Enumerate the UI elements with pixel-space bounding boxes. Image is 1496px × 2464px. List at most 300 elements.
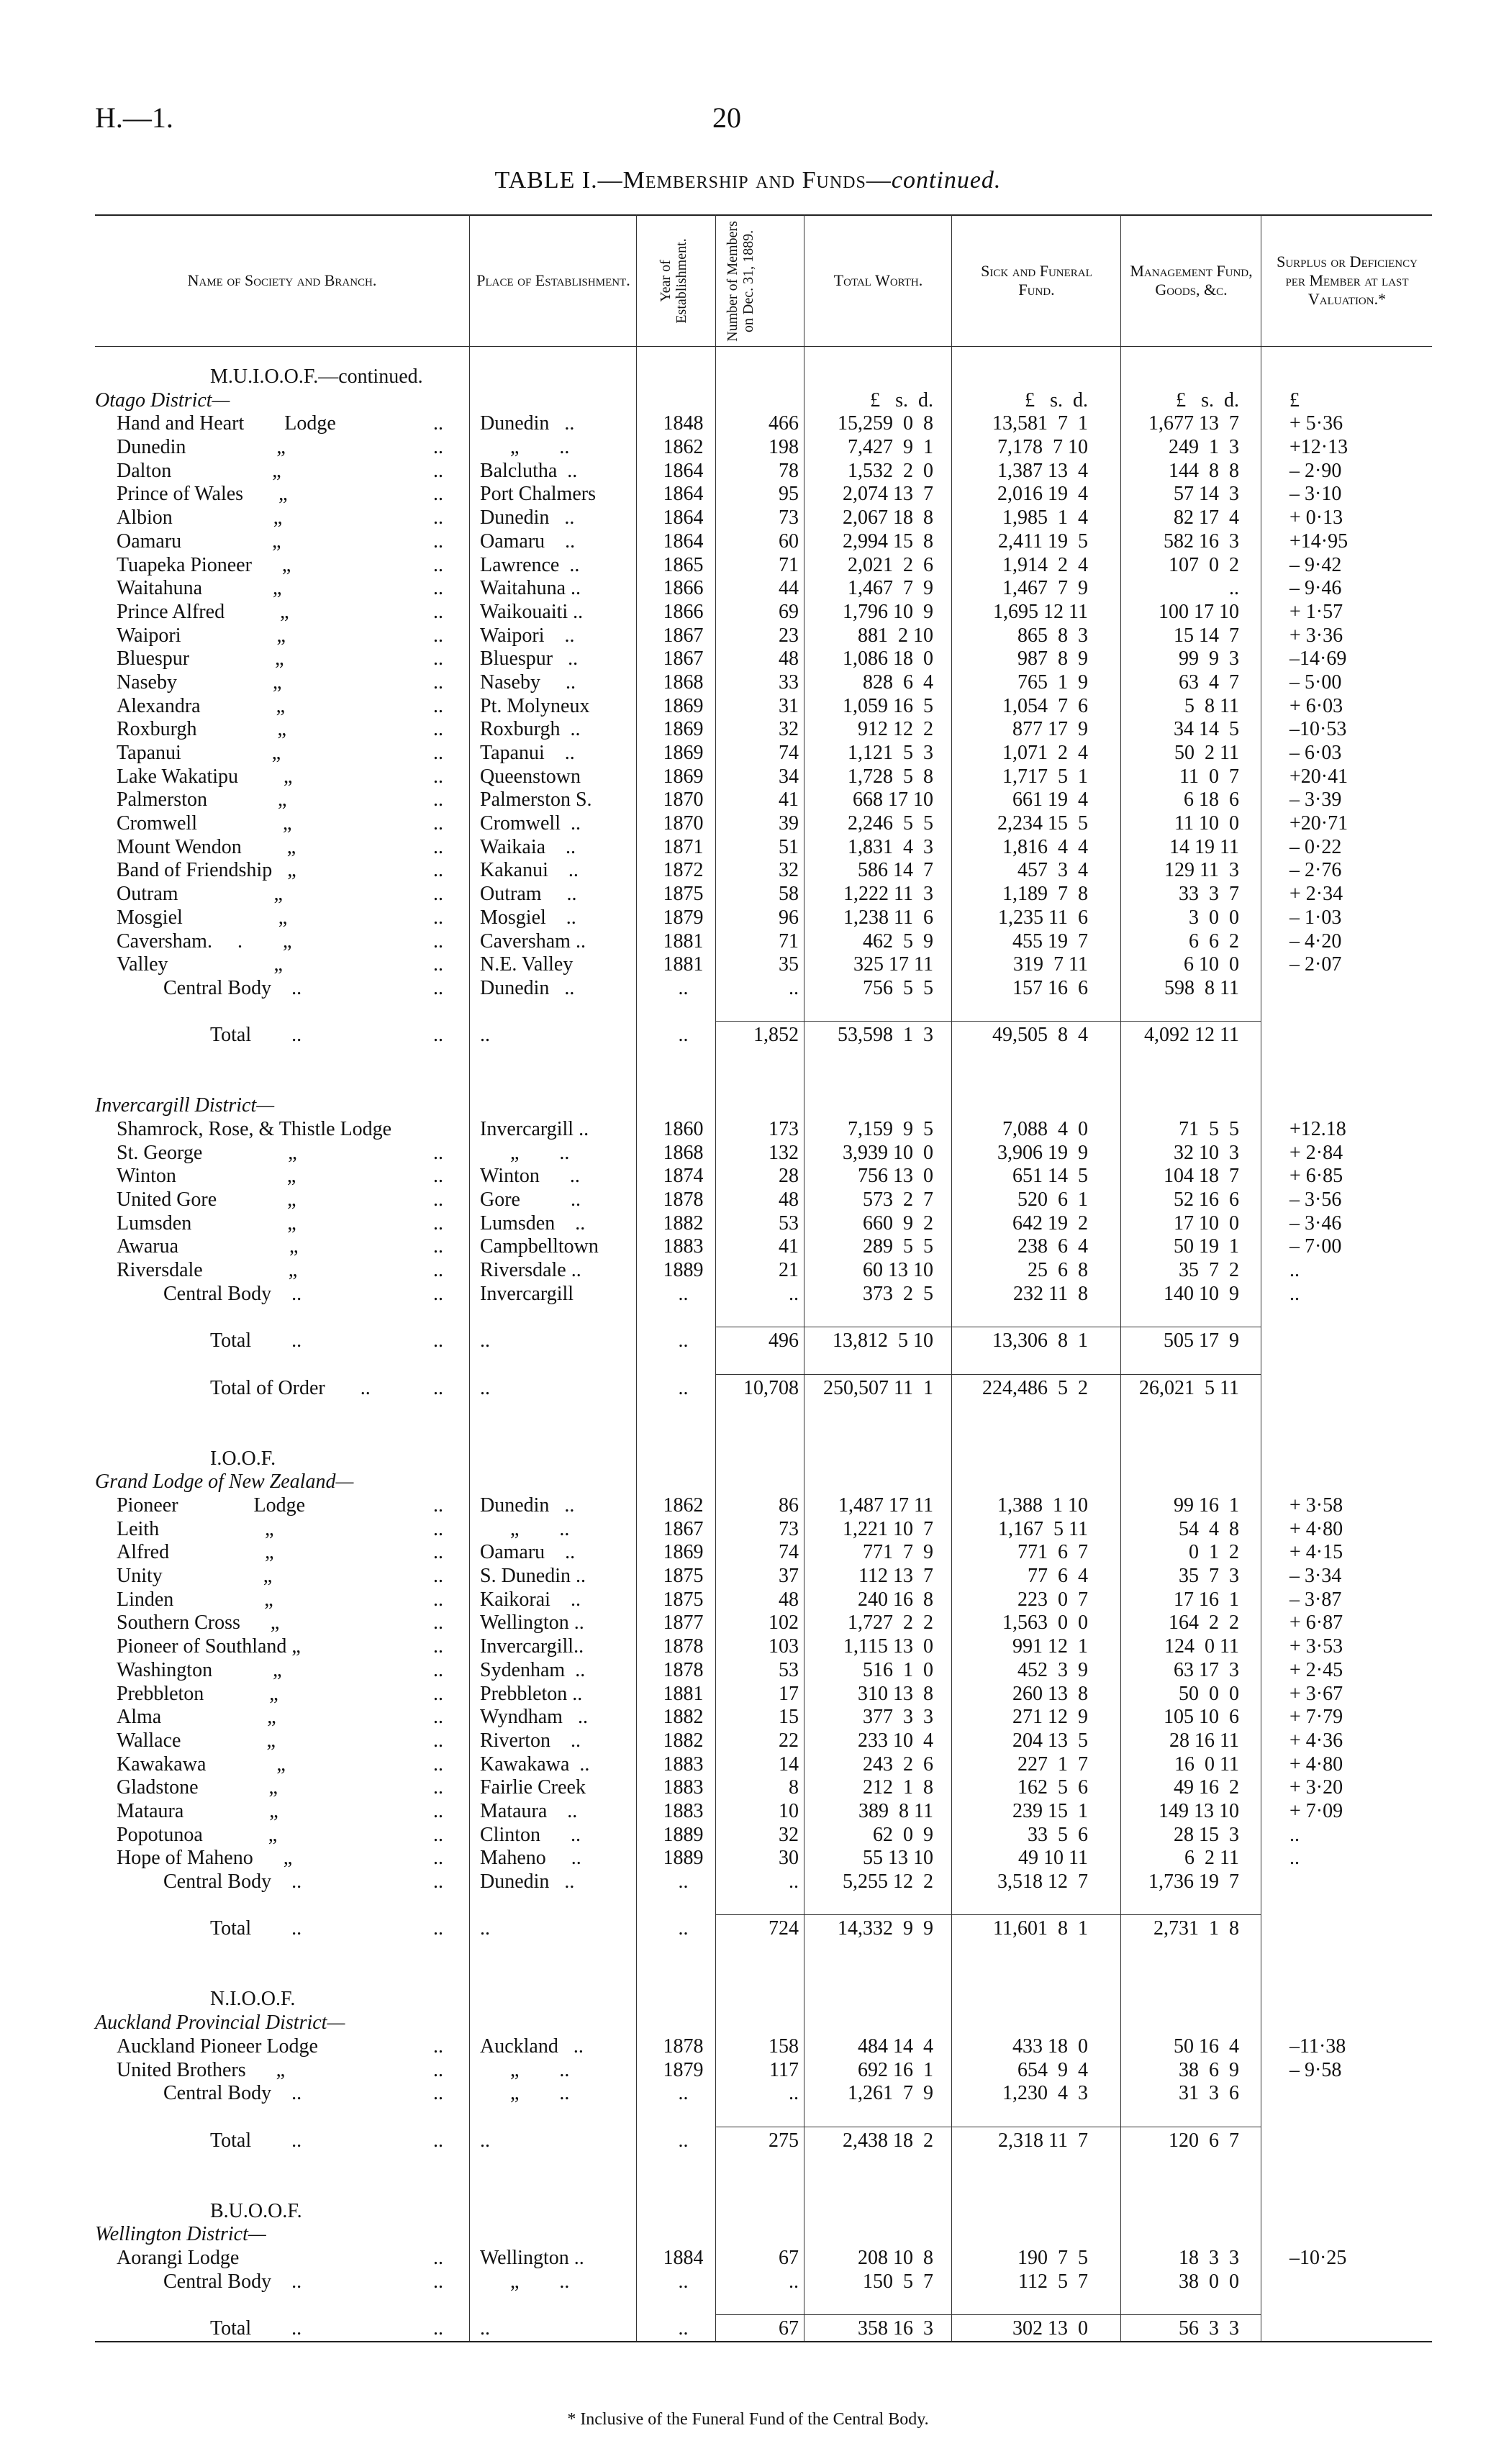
place-cell: Bluespur .. (480, 647, 579, 670)
surplus-cell: + 4·15 (1289, 1541, 1343, 1564)
sick-fund-cell: 1,985 1 4 (1002, 506, 1088, 529)
management-fund-cell: 50 2 11 (1174, 742, 1239, 764)
table-row (95, 2035, 1432, 2059)
table-title (0, 167, 1496, 194)
table-row (95, 836, 1432, 860)
leader-dots: .. (433, 459, 443, 482)
total-worth-cell: 1,796 10 9 (843, 600, 933, 623)
leader-dots: .. (433, 624, 443, 647)
name-cell: Roxburgh „ (117, 718, 286, 741)
surplus-cell: – 7·00 (1289, 1235, 1342, 1258)
name-cell: Tuapeka Pioneer „ (117, 553, 291, 576)
year-cell: 1862 (663, 436, 704, 459)
year-cell: 1882 (663, 1211, 704, 1235)
members-cell: 198 (769, 436, 799, 459)
leader-dots: .. (433, 953, 443, 976)
members-cell: 275 (769, 2129, 799, 2152)
management-fund-cell: 63 4 7 (1179, 670, 1239, 694)
leader-dots: .. (433, 412, 443, 435)
management-fund-cell: 6 2 11 (1184, 1847, 1239, 1870)
name-cell: Alfred „ (117, 1541, 274, 1564)
members-cell: 67 (779, 2247, 799, 2269)
management-fund-cell: 38 0 0 (1179, 2270, 1239, 2293)
name-cell: Unity „ (117, 1565, 273, 1588)
table-row (95, 1729, 1432, 1753)
management-fund-cell: 6 6 2 (1189, 929, 1239, 953)
management-fund-cell: 28 15 3 (1174, 1823, 1239, 1846)
management-fund-cell: 50 0 0 (1179, 1682, 1239, 1705)
members-cell: 466 (769, 412, 799, 435)
table-row (95, 1212, 1432, 1236)
total-worth-cell: 1,487 17 11 (838, 1494, 933, 1517)
year-cell: 1875 (663, 1588, 704, 1611)
surplus-cell: – 3·46 (1289, 1211, 1342, 1235)
table-row (95, 671, 1432, 695)
name-cell: Albion „ (117, 506, 283, 529)
membership-table (95, 214, 1432, 2373)
total-rule (804, 2314, 951, 2315)
name-cell: Total .. (210, 2129, 302, 2152)
leader-dots: .. (433, 1752, 443, 1776)
surplus-cell: + 3·58 (1289, 1494, 1343, 1517)
members-cell: 67 (779, 2317, 799, 2340)
year-cell: 1867 (663, 624, 704, 647)
place-cell: N.E. Valley (480, 953, 574, 976)
leader-dots: .. (433, 859, 443, 882)
surplus-cell: + 4·80 (1289, 1752, 1343, 1776)
surplus-cell: .. (1289, 1259, 1300, 1282)
management-fund-cell: 14 19 11 (1169, 835, 1239, 858)
document-code: H.—1. (95, 101, 173, 134)
sick-fund-cell: 1,563 0 0 (1002, 1611, 1088, 1635)
sick-fund-cell: 877 17 9 (1012, 718, 1088, 741)
sick-fund-cell: 223 0 7 (1017, 1588, 1088, 1611)
members-cell: 724 (769, 1917, 799, 1940)
surplus-cell: –10·53 (1289, 718, 1347, 741)
surplus-cell: + 3·36 (1289, 624, 1343, 647)
surplus-cell: + 7·79 (1289, 1706, 1343, 1729)
year-cell: 1879 (663, 906, 704, 929)
management-fund-cell: 35 7 3 (1179, 1565, 1239, 1588)
name-cell: Prebbleton „ (117, 1682, 278, 1705)
name-cell: Total .. (210, 1329, 302, 1353)
surplus-cell: – 3·56 (1289, 1188, 1342, 1211)
sick-fund-cell: 2,411 19 5 (998, 529, 1088, 553)
leader-dots: .. (433, 1870, 443, 1893)
name-cell: Waitahuna „ (117, 577, 282, 600)
surplus-cell: – 3·34 (1289, 1565, 1342, 1588)
table-title-continued: continued. (891, 167, 1002, 194)
table-row (95, 695, 1432, 719)
management-fund-cell: 140 10 9 (1164, 1282, 1239, 1305)
management-fund-cell: 100 17 10 (1159, 600, 1239, 623)
leader-dots: .. (433, 1024, 443, 1047)
table-row (95, 1165, 1432, 1188)
surplus-cell: + 2·45 (1289, 1658, 1343, 1681)
table-row (95, 1518, 1432, 1542)
place-cell: .. (480, 2129, 490, 2152)
year-cell: 1883 (663, 1235, 704, 1258)
members-cell: 33 (779, 670, 799, 694)
total-worth-cell: 2,246 5 5 (848, 812, 933, 835)
members-cell: 23 (779, 624, 799, 647)
members-cell: 71 (779, 553, 799, 576)
total-rule (804, 1021, 951, 1022)
leader-dots: .. (433, 718, 443, 741)
surplus-cell: +14·95 (1289, 529, 1348, 553)
management-fund-cell: 107 0 2 (1169, 553, 1239, 576)
surplus-cell: +20·41 (1289, 765, 1348, 788)
management-fund-cell: 15 14 7 (1174, 624, 1239, 647)
surplus-cell: – 9·58 (1289, 2058, 1342, 2081)
year-cell: 1870 (663, 812, 704, 835)
table-row (95, 1118, 1432, 1142)
members-cell: 31 (779, 694, 799, 717)
place-cell: Lumsden .. (480, 1211, 586, 1235)
year-cell: 1864 (663, 506, 704, 529)
total-worth-cell: 1,728 5 8 (848, 765, 933, 788)
total-worth-cell: 240 16 8 (858, 1588, 933, 1611)
sick-fund-cell: 1,054 7 6 (1002, 694, 1088, 717)
name-cell: Washington „ (117, 1658, 282, 1681)
management-fund-cell: 50 19 1 (1174, 1235, 1239, 1258)
members-cell: 8 (789, 1776, 799, 1799)
year-cell: 1869 (663, 1541, 704, 1564)
leader-dots: .. (433, 1235, 443, 1258)
surplus-cell: + 3·20 (1289, 1776, 1343, 1799)
sick-fund-cell: 771 6 7 (1017, 1541, 1088, 1564)
members-cell: 74 (779, 1541, 799, 1564)
surplus-cell: –11·38 (1289, 2035, 1346, 2058)
table-row (95, 1659, 1432, 1683)
year-cell: .. (678, 2317, 689, 2340)
place-cell: Dunedin .. (480, 1870, 575, 1893)
leader-dots: .. (433, 506, 443, 529)
table-row (95, 883, 1432, 906)
total-worth-cell: 1,831 4 3 (848, 835, 933, 858)
management-fund-cell: 11 0 7 (1179, 765, 1239, 788)
table-row (95, 2011, 1432, 2035)
table-row (95, 1024, 1432, 1047)
name-cell: Total of Order .. (210, 1376, 371, 1399)
leader-dots: .. (433, 1565, 443, 1588)
total-rule (715, 1374, 804, 1375)
header-surplus: Surplus or Deficiency per Member at last Valuation.* (1277, 252, 1418, 308)
leader-dots: .. (433, 600, 443, 623)
name-cell: Mount Wendon „ (117, 835, 296, 858)
name-cell: Mosgiel „ (117, 906, 288, 929)
members-cell: 39 (779, 812, 799, 835)
leader-dots: .. (433, 577, 443, 600)
name-cell: Hope of Maheno „ (117, 1847, 293, 1870)
spacer-row (95, 1965, 1432, 1988)
table-row (95, 530, 1432, 554)
total-worth-cell: 377 3 3 (863, 1706, 933, 1729)
sick-fund-cell: 1,914 2 4 (1002, 553, 1088, 576)
management-fund-cell: 144 8 8 (1169, 459, 1239, 482)
total-worth-cell: £ s. d. (870, 388, 933, 412)
place-cell: Gore .. (480, 1188, 581, 1211)
place-cell: Balclutha .. (480, 459, 578, 482)
total-worth-cell: 828 6 4 (863, 670, 933, 694)
surplus-cell: + 7·09 (1289, 1799, 1343, 1822)
management-fund-cell: 33 3 7 (1179, 883, 1239, 906)
members-cell: .. (789, 1870, 799, 1893)
leader-dots: .. (433, 1259, 443, 1282)
sick-fund-cell: 33 5 6 (1028, 1823, 1088, 1846)
year-cell: 1869 (663, 694, 704, 717)
name-cell: Dalton „ (117, 459, 281, 482)
year-cell: 1862 (663, 1494, 704, 1517)
place-cell: Wyndham .. (480, 1706, 588, 1729)
members-cell: 1,852 (753, 1024, 799, 1047)
sick-fund-cell: 765 1 9 (1017, 670, 1088, 694)
sick-fund-cell: 319 7 11 (1013, 953, 1088, 976)
total-worth-cell: 62 0 9 (873, 1823, 933, 1846)
total-worth-cell: 516 1 0 (863, 1658, 933, 1681)
table-row (95, 1447, 1432, 1471)
place-cell: Oamaru .. (480, 1541, 576, 1564)
place-cell: Invercargill .. (480, 1118, 589, 1140)
table-row (95, 1917, 1432, 1941)
name-cell: Central Body .. (163, 976, 302, 999)
table-row (95, 1635, 1432, 1659)
place-cell: „ .. (480, 436, 570, 459)
management-fund-cell: 57 14 3 (1174, 483, 1239, 506)
sick-fund-cell: 1,230 4 3 (1002, 2082, 1088, 2105)
table-row (95, 930, 1432, 954)
sick-fund-cell: 661 19 4 (1012, 788, 1088, 812)
year-cell: 1866 (663, 600, 704, 623)
sick-fund-cell: 157 16 6 (1012, 976, 1088, 999)
members-cell: 41 (779, 788, 799, 812)
table-row (95, 1377, 1432, 1401)
year-cell: .. (678, 1376, 689, 1399)
year-cell: 1883 (663, 1799, 704, 1822)
table-title-main: TABLE I.—Membership and Funds— (494, 167, 892, 194)
header-members-text: Number of Members on Dec. 31, 1889. (725, 221, 756, 342)
table-row (95, 1611, 1432, 1635)
surplus-cell: – 3·10 (1289, 483, 1342, 506)
management-fund-cell: 598 8 11 (1164, 976, 1239, 999)
place-cell: Waitahuna .. (480, 577, 581, 600)
members-cell: 60 (779, 529, 799, 553)
management-fund-cell: 1,677 13 7 (1148, 412, 1239, 435)
year-cell: 1867 (663, 647, 704, 670)
total-worth-cell: 462 5 9 (863, 929, 933, 953)
table-bottom-rule (95, 2341, 1432, 2342)
name-cell: Invercargill District— (95, 1094, 275, 1117)
members-cell: 32 (779, 1823, 799, 1846)
table-row (95, 2129, 1432, 2153)
management-fund-cell: 99 16 1 (1174, 1494, 1239, 1517)
spacer-row (95, 1400, 1432, 1424)
name-cell: Aorangi Lodge (117, 2247, 240, 2269)
leader-dots: .. (433, 742, 443, 764)
members-cell: 51 (779, 835, 799, 858)
place-cell: „ .. (480, 1517, 570, 1540)
place-cell: Waipori .. (480, 624, 575, 647)
members-cell: 21 (779, 1259, 799, 1282)
members-cell: 30 (779, 1847, 799, 1870)
table-row (95, 1541, 1432, 1565)
leader-dots: .. (433, 906, 443, 929)
sick-fund-cell: 238 6 4 (1017, 1235, 1088, 1258)
year-cell: 1881 (663, 1682, 704, 1705)
year-cell: 1871 (663, 835, 704, 858)
surplus-cell: + 6·87 (1289, 1611, 1343, 1635)
members-cell: 73 (779, 506, 799, 529)
total-worth-cell: 7,427 9 1 (848, 436, 933, 459)
table-row (95, 1565, 1432, 1588)
management-fund-cell: 149 13 10 (1159, 1799, 1239, 1822)
table-row (95, 2059, 1432, 2083)
header-year-text: Year of Establishment. (658, 238, 689, 324)
total-worth-cell: 7,159 9 5 (848, 1118, 933, 1140)
sick-fund-cell: 204 13 5 (1012, 1729, 1088, 1752)
name-cell: Otago District— (95, 388, 230, 412)
surplus-cell: .. (1289, 1847, 1300, 1870)
year-cell: 1868 (663, 670, 704, 694)
name-cell: Lumsden „ (117, 1211, 296, 1235)
name-cell: United Brothers „ (117, 2058, 286, 2081)
sick-fund-cell: 190 7 5 (1017, 2247, 1088, 2269)
table-row (95, 1706, 1432, 1729)
surplus-cell: +12.18 (1289, 1118, 1346, 1140)
surplus-cell: – 2·07 (1289, 953, 1342, 976)
management-fund-cell: 17 16 1 (1174, 1588, 1239, 1611)
management-fund-cell: 17 10 0 (1174, 1211, 1239, 1235)
total-worth-cell: 756 13 0 (858, 1165, 933, 1188)
spacer-row (95, 1071, 1432, 1095)
management-fund-cell: 582 16 3 (1164, 529, 1239, 553)
name-cell: Alma „ (117, 1706, 276, 1729)
total-worth-cell: 771 7 9 (863, 1541, 933, 1564)
place-cell: Winton .. (480, 1165, 580, 1188)
sick-fund-cell: 3,518 12 7 (997, 1870, 1088, 1893)
leader-dots: .. (433, 1917, 443, 1940)
surplus-cell: – 9·42 (1289, 553, 1342, 576)
members-cell: 34 (779, 765, 799, 788)
name-cell: Hand and Heart Lodge (117, 412, 336, 435)
members-cell: 78 (779, 459, 799, 482)
members-cell: 158 (769, 2035, 799, 2058)
total-worth-cell: 2,438 18 2 (843, 2129, 933, 2152)
name-cell: Cromwell „ (117, 812, 292, 835)
year-cell: .. (678, 1870, 689, 1893)
place-cell: Prebbleton .. (480, 1682, 583, 1705)
header-bottom-rule (95, 346, 1432, 347)
place-cell: .. (480, 2317, 490, 2340)
management-fund-cell: 120 6 7 (1169, 2129, 1239, 2152)
management-fund-cell: 124 0 11 (1164, 1635, 1239, 1658)
management-fund-cell: 4,092 12 11 (1144, 1024, 1239, 1047)
place-cell: Mosgiel .. (480, 906, 576, 929)
total-worth-cell: 358 16 3 (858, 2317, 933, 2340)
total-worth-cell: 2,067 18 8 (843, 506, 933, 529)
sick-fund-cell: 1,717 5 1 (1002, 765, 1088, 788)
surplus-cell: +20·71 (1289, 812, 1348, 835)
members-cell: 17 (779, 1682, 799, 1705)
sick-fund-cell: 1,467 7 9 (1002, 577, 1088, 600)
name-cell: Popotunoa „ (117, 1823, 278, 1846)
sick-fund-cell: 455 19 7 (1012, 929, 1088, 953)
management-fund-cell: 5 8 11 (1184, 694, 1239, 717)
table-row (95, 812, 1432, 836)
name-cell: Central Body .. (163, 1870, 302, 1893)
management-fund-cell: 56 3 3 (1179, 2317, 1239, 2340)
place-cell: S. Dunedin .. (480, 1565, 586, 1588)
surplus-cell: – 9·46 (1289, 577, 1342, 600)
total-rule (951, 1021, 1120, 1022)
surplus-cell: – 0·22 (1289, 835, 1342, 858)
year-cell: 1875 (663, 1565, 704, 1588)
members-cell: .. (789, 2270, 799, 2293)
management-fund-cell: 129 11 3 (1164, 859, 1239, 882)
total-rule (715, 1914, 804, 1915)
name-cell: Central Body .. (163, 1282, 302, 1305)
total-worth-cell: 586 14 7 (858, 859, 933, 882)
place-cell: Port Chalmers (480, 483, 596, 506)
surplus-cell: + 3·53 (1289, 1635, 1343, 1658)
table-row (95, 2270, 1432, 2294)
management-fund-cell: 26,021 5 11 (1139, 1376, 1239, 1399)
leader-dots: .. (433, 812, 443, 835)
place-cell: Roxburgh .. (480, 718, 581, 741)
total-rule (1120, 1021, 1261, 1022)
place-cell: Waikouaiti .. (480, 600, 584, 623)
total-rule (951, 1374, 1120, 1375)
name-cell: I.O.O.F. (210, 1447, 276, 1470)
place-cell: Pt. Molyneux (480, 694, 590, 717)
sick-fund-cell: £ s. d. (1025, 388, 1088, 412)
total-worth-cell: 484 14 4 (858, 2035, 933, 2058)
table-row (95, 1847, 1432, 1870)
surplus-cell: + 4·36 (1289, 1729, 1343, 1752)
leader-dots: .. (433, 883, 443, 906)
header-name: Name of Society and Branch. (187, 271, 377, 289)
year-cell: 1860 (663, 1118, 704, 1140)
leader-dots: .. (433, 1517, 443, 1540)
total-worth-cell: 233 10 4 (858, 1729, 933, 1752)
leader-dots: .. (433, 1847, 443, 1870)
management-fund-cell: 11 10 0 (1174, 812, 1239, 835)
table-row (95, 389, 1432, 413)
spacer-row (95, 2152, 1432, 2176)
management-fund-cell: 99 9 3 (1179, 647, 1239, 670)
spacer-row (95, 1047, 1432, 1071)
name-cell: Gladstone „ (117, 1776, 278, 1799)
name-cell: Lake Wakatipu „ (117, 765, 293, 788)
surplus-cell: –14·69 (1289, 647, 1347, 670)
table-row (95, 906, 1432, 930)
leader-dots: .. (433, 1706, 443, 1729)
surplus-cell: + 6·03 (1289, 694, 1343, 717)
total-rule (951, 2314, 1120, 2315)
members-cell: 48 (779, 1588, 799, 1611)
table-row (95, 1988, 1432, 2011)
name-cell: Outram „ (117, 883, 283, 906)
total-worth-cell: 881 2 10 (858, 624, 933, 647)
name-cell: Tapanui „ (117, 742, 281, 764)
place-cell: .. (480, 1329, 490, 1353)
year-cell: .. (678, 2129, 689, 2152)
year-cell: .. (678, 2082, 689, 2105)
place-cell: Invercargill (480, 1282, 574, 1305)
surplus-cell: £ (1289, 388, 1300, 412)
surplus-cell: .. (1289, 1282, 1300, 1305)
management-fund-cell: 38 6 9 (1179, 2058, 1239, 2081)
